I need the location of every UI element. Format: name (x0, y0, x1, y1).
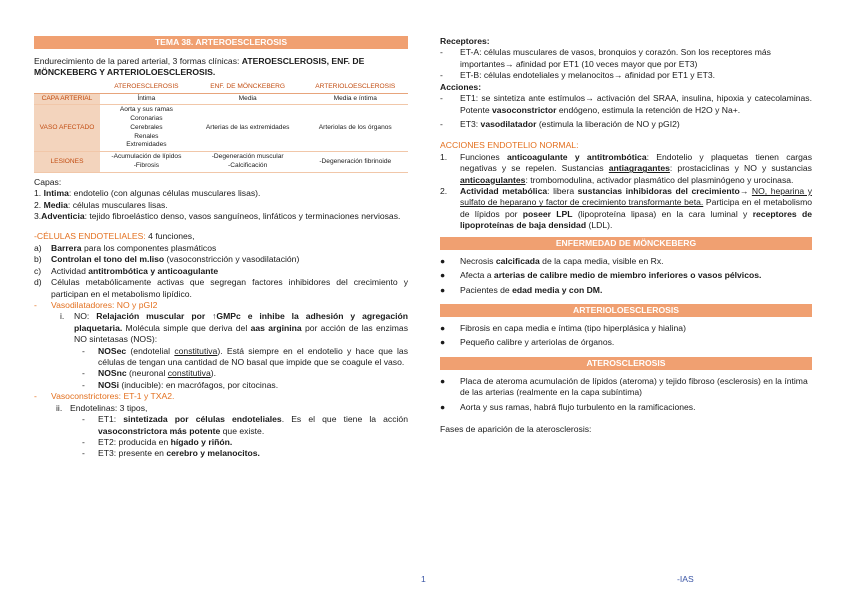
nos-item (34, 380, 408, 391)
arterioloesclerosis-list (440, 323, 812, 349)
monckeberg-banner: ENFERMEDAD DE MÖNCKEBERG (440, 237, 812, 250)
bold-part: sustancias inhibidoras del crecimiento (577, 186, 740, 197)
table-header-cell: ATEROESCLEROSIS (100, 82, 193, 93)
endothelial-title: -CÉLULAS ENDOTELIALES: (34, 231, 146, 242)
capa-item (34, 200, 408, 211)
list-item (440, 256, 812, 267)
author-initials: -IAS (677, 574, 694, 584)
capa-num: 3. (34, 211, 42, 221)
dash-bullet: - (34, 299, 37, 310)
page-number: 1 (421, 574, 426, 584)
capa-item (34, 211, 408, 222)
action-text-end: (estimula la liberación de NO y pGI2) (536, 118, 680, 129)
table-cell: Arteriolas de los órganos (303, 105, 408, 152)
endothelial-count: 4 funciones, (145, 231, 195, 242)
et-label: ET3: presente en (98, 448, 167, 459)
action-bold: vasoconstrictor (492, 104, 557, 115)
action-text-end: endógeno, estimula la retención de H2O y Na+. (556, 104, 741, 115)
receptor-text: ET-B: células endoteliales y melanocitos→ afinidad por ET1 y ET3. (460, 70, 716, 81)
text-part: de la capa media, visible en Rx. (539, 255, 664, 266)
arterioloesclerosis-banner: ARTERIOLOESCLEROSIS (440, 304, 812, 317)
nos-desc: (inducible): en macrófagos, por citocinas. (119, 379, 279, 390)
bold-part: Actividad metabólica (460, 186, 548, 197)
bullet-dot-icon: ● (440, 270, 446, 281)
vasoconstrictors-title: Vasoconstrictores: ET-1 y TXA2. (51, 391, 175, 402)
function-name: Barrera (51, 242, 82, 253)
et-item (34, 448, 408, 459)
text-part: (LDL). (586, 220, 613, 231)
underlined-part: antiagragantes (608, 163, 670, 174)
text-part: Pacientes de (460, 284, 513, 295)
lesion-item: -Degeneración muscular (211, 153, 284, 161)
table-cell (100, 152, 193, 173)
list-number: 1. (440, 151, 448, 162)
endothelins-text: Endotelinas: 3 tipos, (70, 402, 148, 413)
roman-marker: i. (60, 311, 65, 322)
list-text: Pequeño calibre y arteriolas de órganos. (460, 337, 615, 348)
bullet-dot-icon: ● (440, 375, 446, 386)
dash-bullet: - (82, 414, 85, 425)
table-header-row (34, 82, 408, 93)
table-row (34, 105, 408, 152)
capa-name: Intima (43, 188, 69, 199)
nos-desc: (neuronal (126, 368, 168, 379)
function-name: Controlan el tono del m.liso (51, 254, 165, 265)
et-item (34, 414, 408, 437)
table-cell: Media e íntima (303, 93, 408, 105)
nos-type: NOSec (98, 345, 127, 356)
function-desc: Actividad (51, 265, 89, 276)
bullet-dot-icon: ● (440, 337, 446, 348)
et-item (34, 437, 408, 448)
function-desc: para los componentes plasmáticos (81, 242, 217, 253)
action-item (440, 119, 812, 130)
row-label: CAPA ARTERIAL (34, 93, 100, 105)
vasodilators-title: Vasodilatadores: NO y pGI2 (51, 299, 158, 310)
summary-table (34, 82, 408, 173)
nos-item (34, 368, 408, 379)
list-marker: d) (34, 277, 42, 288)
list-item (34, 243, 408, 254)
list-item (440, 323, 812, 334)
no-precursor: aas arginina (250, 322, 302, 333)
underlined-part: anticoagulantes (460, 174, 526, 185)
table-header-cell: ENF. DE MÖNCKEBERG (193, 82, 303, 93)
table-cell (193, 152, 303, 173)
text-part: (lipoproteína lipasa) en la cara luminal y (572, 208, 753, 219)
table-row (34, 152, 408, 173)
dash-bullet: - (82, 437, 85, 448)
endothelins-block (34, 403, 408, 414)
list-number: 2. (440, 186, 448, 197)
text-part: : libera (547, 186, 578, 197)
numbered-item (440, 152, 812, 186)
roman-marker: ii. (56, 402, 63, 413)
capa-num: 1. (34, 188, 44, 199)
nos-desc-end: ). Está siempre en el endotelio y hace que las células de tengan una cantidad de NO basal que impide que se coagule el vaso. (98, 345, 408, 368)
vessel-item: Extremidades (126, 141, 167, 149)
endothelial-section (34, 231, 408, 459)
text-part: : prostaciclinas y NO y sustancias (669, 163, 812, 174)
table-cell: Arterias de las extremidades (193, 105, 303, 152)
row-label: LESIONES (34, 152, 100, 173)
lesion-item: -Calcificación (228, 161, 268, 169)
table-header-cell: ARTERIOLOESCLEROSIS (303, 82, 408, 93)
right-column (440, 36, 812, 436)
nos-desc: (endotelial (126, 345, 175, 356)
bold-part: calcificada (495, 255, 540, 266)
bold-part: anticoagulante y antitrombótica (506, 151, 647, 162)
action-text: ET3: (460, 118, 481, 129)
underlined-part: NO, heparina y sulfato de heparano y factor de crecimiento transformante beta. (460, 186, 813, 208)
function-desc: Células metabólicamente activas que segregan factores inhibidores del crecimiento y participan en el metabolismo lipídico. (51, 277, 408, 299)
dash-bullet: - (82, 448, 85, 459)
capa-name: Adventicia (41, 211, 85, 221)
bold-part: edad media y con DM. (512, 284, 603, 295)
bullet-dot-icon: ● (440, 401, 446, 412)
et-origin: hígado y riñón. (170, 437, 233, 448)
no-block (34, 311, 408, 345)
nos-desc-end: ). (210, 368, 216, 379)
et-origin: sintetizada por células endoteliales (123, 414, 282, 425)
bold-part: poseer LPL (522, 208, 573, 219)
list-item (440, 402, 812, 413)
actions-title: Acciones: (440, 81, 482, 92)
text-part: : trombomodulina, activador plasmático del plasminógeno y urocinasa. (525, 174, 794, 185)
table-cell (100, 105, 193, 152)
dash-bullet: - (82, 379, 85, 390)
normal-endothelium-title: ACCIONES ENDOTELIO NORMAL: (440, 140, 579, 151)
receptor-item (440, 47, 812, 70)
list-item (440, 376, 812, 399)
left-column (34, 36, 408, 460)
dash-bullet: - (440, 47, 443, 58)
endothelial-heading (34, 231, 408, 242)
dash-bullet: - (82, 345, 85, 356)
intro-forms: ATEROESCLEROSIS, ENF. DE MÖNCKEBERG Y ARTERIOLOESCLEROSIS. (34, 56, 365, 78)
list-marker: a) (34, 242, 42, 253)
capa-desc: : células musculares lisas. (67, 199, 168, 210)
nos-type: NOSnc (98, 368, 127, 379)
nos-underlined: constitutiva (174, 345, 218, 356)
et-label: ET1: (98, 414, 124, 425)
aterosclerosis-list (440, 376, 812, 413)
bold-part: arterias de calibre medio de miembro inferiores o vasos pélvicos. (493, 270, 762, 281)
lesion-item: -Fibrosis (133, 161, 160, 169)
dash-bullet: - (440, 70, 443, 81)
vessel-item: Aorta y sus ramas (119, 106, 173, 114)
capa-num: 2. (34, 199, 44, 210)
dash-bullet: - (34, 391, 37, 402)
table-cell: Media (193, 93, 303, 105)
bullet-dot-icon: ● (440, 323, 446, 334)
list-item (34, 254, 408, 265)
vasodilators-block (34, 300, 408, 311)
topic-title-banner: TEMA 38. ARTEROESCLEROSIS (34, 36, 408, 49)
intro-paragraph (34, 56, 408, 79)
et-desc-end: que existe. (220, 425, 265, 436)
lesion-item: -Acumulación de lípidos (111, 153, 182, 161)
bold-part: receptores de lipoproteínas de baja densidad (460, 208, 812, 231)
numbered-item (440, 186, 812, 232)
list-item (440, 270, 812, 281)
capas-section (34, 177, 408, 223)
vasoconstrictors-block (34, 391, 408, 402)
list-item (34, 266, 408, 277)
bullet-dot-icon: ● (440, 255, 446, 266)
table-cell: -Degeneración fibrinoide (303, 152, 408, 173)
list-marker: c) (34, 265, 42, 276)
text-part: Funciones (460, 151, 507, 162)
no-desc: Molécula simple que deriva del (122, 322, 251, 333)
list-item (440, 337, 812, 348)
capa-desc: : endotelio (con algunas células musculares lisas). (68, 188, 261, 199)
receptor-item (440, 70, 812, 81)
action-bold: vasodilatador (480, 118, 537, 129)
vessel-item: Cerebrales (130, 123, 163, 131)
function-desc: (vasoconstricción y vasodilatación) (164, 254, 300, 265)
capa-name: Media (43, 199, 68, 210)
nos-type: NOSi (98, 379, 120, 390)
table-cell: Íntima (100, 93, 193, 105)
text-part: Necrosis (460, 255, 496, 266)
phases-title: Fases de aparición de la aterosclerosis: (440, 424, 592, 435)
action-text: ET1: se sintetiza ante estímulos→ activación del SRAA, insulina, hipoxia y catecolaminas. Potente (460, 93, 812, 115)
text-part: Afecta a (460, 270, 494, 281)
list-marker: b) (34, 254, 42, 265)
nos-item (34, 346, 408, 369)
list-item (440, 285, 812, 296)
bullet-dot-icon: ● (440, 284, 446, 295)
vessel-item: Renales (134, 132, 159, 140)
no-label: NO: (74, 311, 97, 322)
text-part: Participa en el metabolismo de lípidos por (460, 197, 813, 219)
action-item (440, 93, 812, 116)
nos-underlined: constitutiva (167, 368, 211, 379)
no-desc-end: por acción de las enzimas NO sintetasas (NOS): (74, 322, 409, 345)
vessel-item: Coronarias (130, 115, 163, 123)
row-label: VASO AFECTADO (34, 105, 100, 152)
et-origin: cerebro y melanocitos. (166, 448, 260, 459)
table-row (34, 93, 408, 105)
dash-bullet: - (82, 368, 85, 379)
dash-bullet: - (440, 93, 443, 104)
list-text: Fibrosis en capa media e íntima (tipo hiperplásica y hialina) (460, 323, 686, 334)
no-function: Relajación muscular por ↑GMPc e inhibe la adhesión y agregación plaquetaria. (74, 311, 409, 333)
et-desc: . Es el que tiene la acción (281, 414, 408, 425)
list-item (34, 277, 408, 300)
receptor-text: ET-A: células musculares de vasos, bronquios y corazón. Son los receptores más importantes→ afinidad por ET1 (10 veces mayor que por ET3) (460, 47, 771, 69)
capa-item (34, 188, 408, 199)
intro-text: Endurecimiento de la pared arterial, 3 formas clínicas: (34, 56, 242, 66)
text-part: : Endotelio y plaquetas tienen cargas negativas y se repelen. Sustancias (460, 151, 812, 174)
capa-desc: : tejido fibroelástico denso, vasos sanguíneos, linfáticos y terminaciones nerviosas. (84, 211, 401, 221)
et-label: ET2: producida en (98, 437, 171, 448)
function-name: antitrombótica y anticoagulante (88, 265, 219, 276)
text-part: → (739, 186, 752, 197)
aterosclerosis-banner: ATEROSCLEROSIS (440, 357, 812, 370)
list-text: Aorta y sus ramas, habrá flujo turbulento en la ramificaciones. (460, 401, 696, 412)
capas-title: Capas: (34, 176, 62, 187)
et-potency: vasoconstrictora más potente (98, 425, 221, 436)
receptors-title: Receptores: (440, 36, 490, 46)
list-text: Placa de ateroma acumulación de lípidos (ateroma) y tejido fibroso (esclerosis) en la íntima de las arterias (realmente en la capa subíntima) (460, 375, 808, 398)
monckeberg-list (440, 256, 812, 296)
dash-bullet: - (440, 118, 443, 129)
